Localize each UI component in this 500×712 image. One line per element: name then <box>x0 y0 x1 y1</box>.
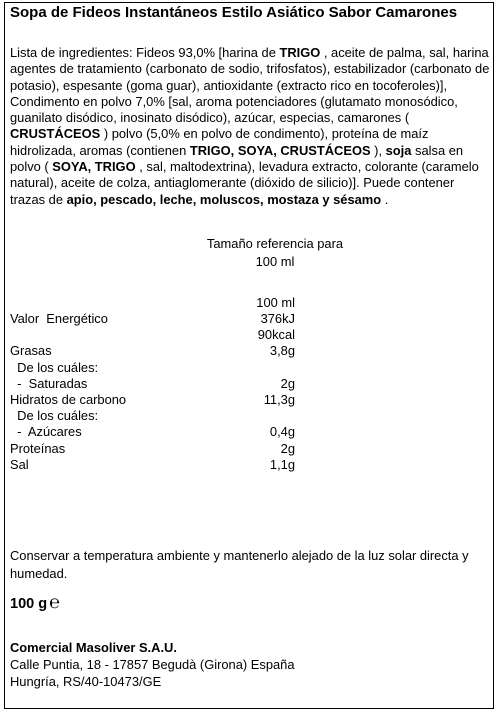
nutrient-label: Grasas <box>10 343 52 359</box>
ingredients-list <box>10 45 490 208</box>
nutrient-label: - Saturadas <box>10 375 88 391</box>
nutrient-label: Proteínas <box>10 440 66 456</box>
nutrient-label: Hidratos de carbono <box>10 392 127 407</box>
ingredient-text: ), <box>370 142 386 158</box>
allergen-text: CRUSTÁCEOS <box>10 126 101 142</box>
net-weight <box>10 592 60 613</box>
nutrient-value: 11,3g <box>263 392 295 407</box>
nutrient-value: 1,1g <box>269 456 295 472</box>
column-header-label: 100 ml <box>256 295 295 310</box>
ingredient-text: salsa en polvo ( <box>10 142 464 175</box>
ingredient-text: . <box>381 191 389 207</box>
ingredient-text: ) polvo (5,0% en polvo de condimento), proteína de maíz hidrolizada, aromas (contienen <box>10 126 429 158</box>
storage-instructions: Conservar a temperatura ambiente y mantenerlo alejado de la luz solar directa y humedad. <box>10 548 469 581</box>
nutrition-reference <box>5 235 500 271</box>
nutrient-label: Sal <box>10 456 29 472</box>
allergen-text: TRIGO, SOYA, CRUSTÁCEOS <box>189 142 371 158</box>
ingredient-text: , aceite de palma, sal, harina agentes de tratamiento (carbonato de sodio, trifosfatos), estabilizador (carbonato de potasio), espesante (goma guar), antioxidante (extracto rico en tocoferoles)], Condimento en polvo 7,0% [sal, aroma potenciadores (glutamato monosódico, guanilato disódico, inosinato disódico), azúcar, especias, camarones ( <box>10 45 490 126</box>
nutrient-label: Valor Energético <box>10 311 108 326</box>
ingredient-text: Lista de ingredientes: Fideos 93,0% [harina de <box>10 45 280 60</box>
estimated-sign-icon: ℮ <box>49 592 60 612</box>
nutrient-label: De los cuáles: <box>10 359 99 375</box>
nutrient-value: 2g <box>280 375 295 391</box>
nutrient-value: 2g <box>280 440 295 456</box>
label-sheet <box>4 2 494 709</box>
nutrient-label: - Azúcares <box>10 424 82 440</box>
allergen-text: soja <box>385 142 412 158</box>
company-name: Comercial Masoliver S.A.U. <box>10 640 177 655</box>
allergen-text: apio, pescado, leche, moluscos, mostaza y sésamo <box>66 191 382 207</box>
reference-line-2: 100 ml <box>255 254 295 269</box>
reference-line-1: Tamaño referencia para <box>206 236 344 251</box>
nutrient-value: 90kcal <box>257 327 295 343</box>
ingredient-text: , sal, maltodextrina), levadura extracto, colorante (caramelo natural), aceite de colza, antiaglomerante (dióxido de silicio)]. Puede contener trazas de <box>10 159 479 207</box>
nutrient-value: 3,8g <box>269 343 295 359</box>
nutrient-label: De los cuáles: <box>10 408 99 424</box>
allergen-text: SOYA, TRIGO <box>52 159 136 175</box>
company-address: Calle Puntia, 18 - 17857 Begudà (Girona) España <box>10 657 295 672</box>
allergen-text: TRIGO <box>279 45 321 60</box>
product-title: Sopa de Fideos Instantáneos Estilo Asiático Sabor Camarones <box>10 4 458 21</box>
nutrient-value: 0,4g <box>269 424 295 440</box>
company-registry: Hungría, RS/40-10473/GE <box>10 674 162 689</box>
nutrient-value: 376kJ <box>260 311 295 326</box>
net-weight-value: 100 g <box>10 596 48 612</box>
